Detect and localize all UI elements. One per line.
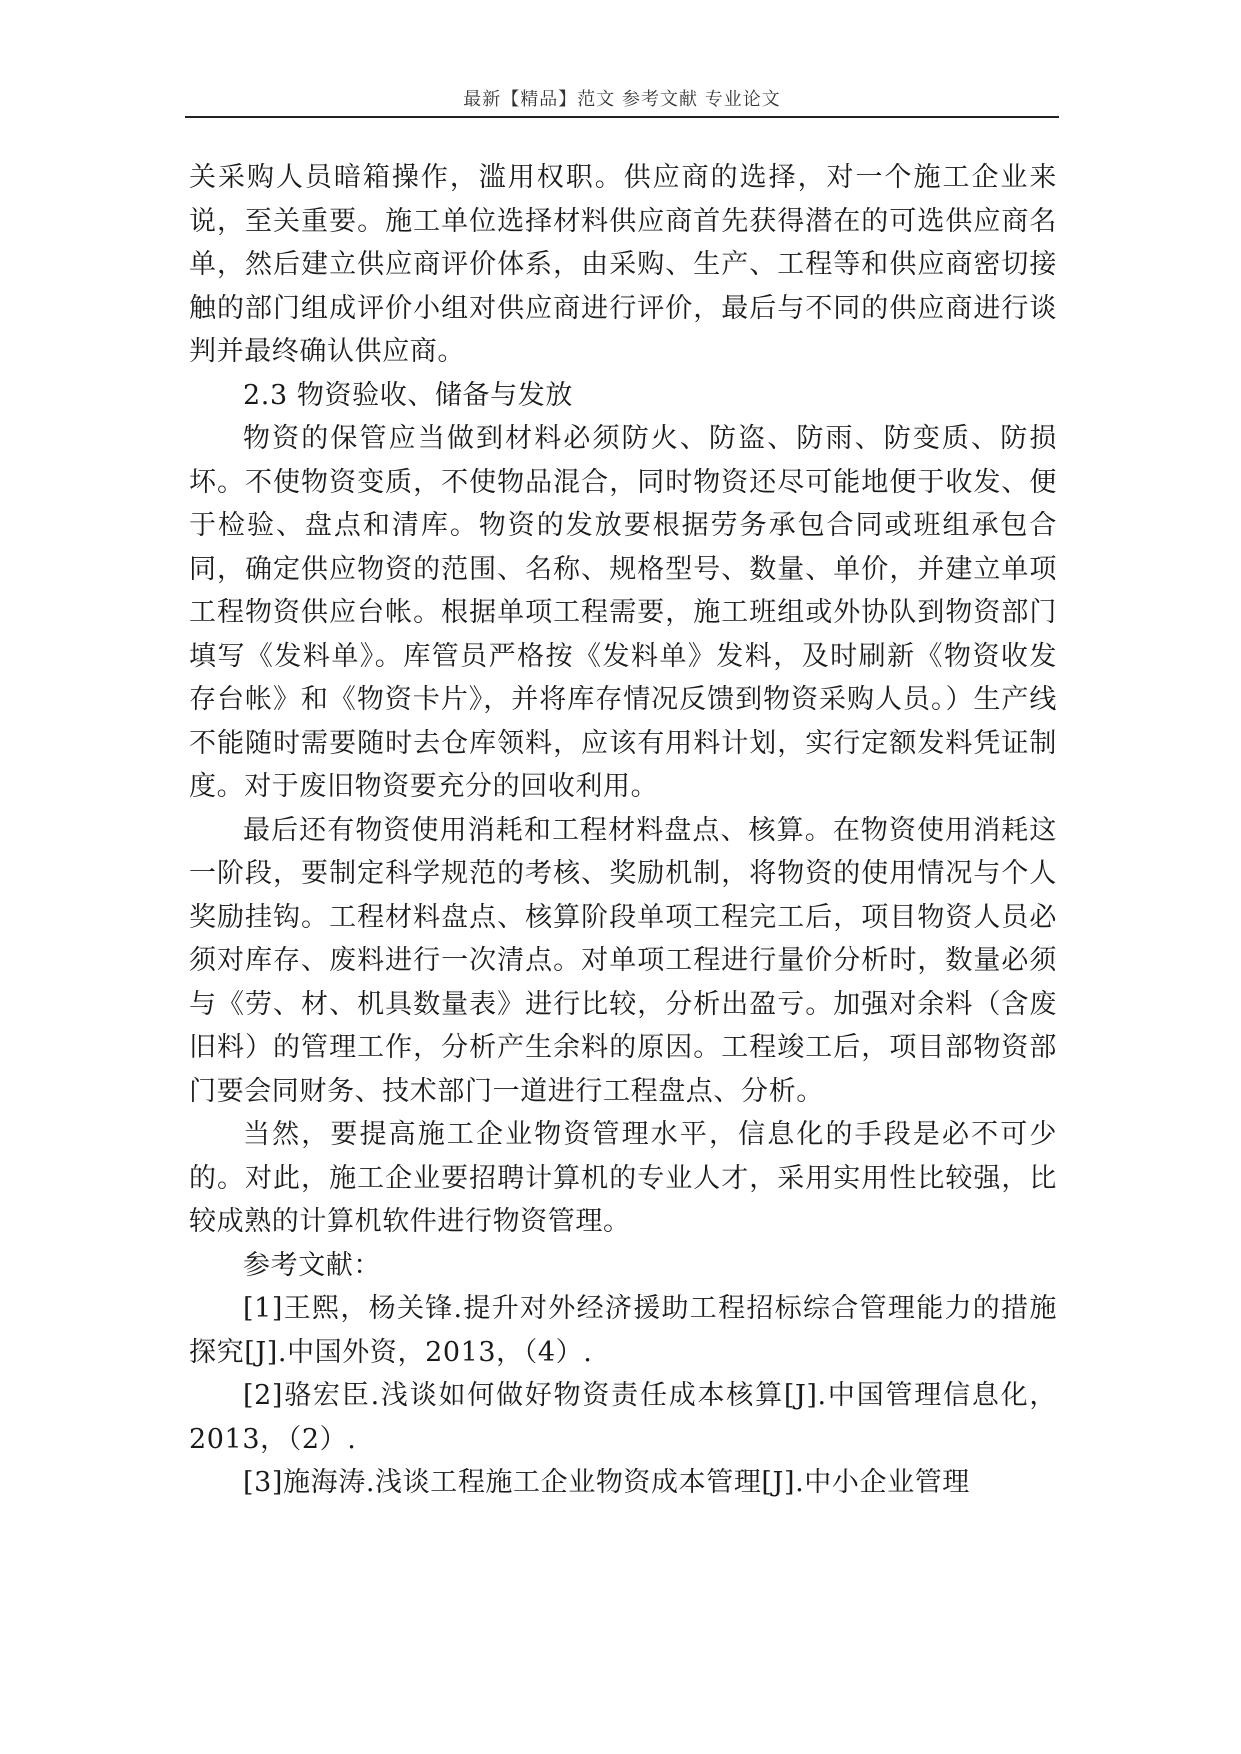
paragraph-informatization: 当然，要提高施工企业物资管理水平，信息化的手段是必不可少的。对此，施工企业要招聘计算机的专业人才，采用实用性比较强，比较成熟的计算机软件进行物资管理。 xyxy=(189,1119,1057,1237)
reference-item: [1]王熙，杨关锋.提升对外经济援助工程招标综合管理能力的措施探究[J].中国外资，2013，（4）. xyxy=(189,1293,1057,1368)
section-heading: 2.3 物资验收、储备与发放 xyxy=(243,379,573,411)
reference-item: [2]骆宏臣.浅谈如何做好物资责任成本核算[J].中国管理信息化，2013，（2）. xyxy=(189,1380,1057,1455)
paragraph-consumption: 最后还有物资使用消耗和工程材料盘点、核算。在物资使用消耗这一阶段，要制定科学规范的考核、奖励机制，将物资的使用情况与个人奖励挂钩。工程材料盘点、核算阶段单项工程完工后，项目物资人员必须对库存、废料进行一次清点。对单项工程进行量价分析时，数量必须与《劳、材、机具数量表》进行比较，分析出盈亏。加强对余料（含废旧料）的管理工作，分析产生余料的原因。工程竣工后，项目部物资部门要会同财务、技术部门一道进行工程盘点、分析。 xyxy=(189,814,1057,1107)
paragraph-storage: 物资的保管应当做到材料必须防火、防盗、防雨、防变质、防损坏。不使物资变质，不使物品混合，同时物资还尽可能地便于收发、便于检验、盘点和清库。物资的发放要根据劳务承包合同或班组承包合同，确定供应物资的范围、名称、规格型号、数量、单价，并建立单项工程物资供应台帐。根据单项工程需要，施工班组或外协队到物资部门填写《发料单》。库管员严格按《发料单》发料，及时刷新《物资收发存台帐》和《物资卡片》，并将库存情况反馈到物资采购人员。）生产线不能随时需要随时去仓库领料，应该有用料计划，实行定额发料凭证制度。对于废旧物资要充分的回收利用。 xyxy=(189,423,1057,802)
document-body xyxy=(189,156,1057,1505)
paragraph-supplier-selection: 关采购人员暗箱操作，滥用权职。供应商的选择，对一个施工企业来说，至关重要。施工单位选择材料供应商首先获得潜在的可选供应商名单，然后建立供应商评价体系，由采购、生产、工程等和供应商密切接触的部门组成评价小组对供应商进行评价，最后与不同的供应商进行谈判并最终确认供应商。 xyxy=(189,162,1057,367)
header-divider xyxy=(185,116,1059,118)
page-header: 最新【精品】范文 参考文献 专业论文 xyxy=(463,89,781,110)
reference-item: [3]施海涛.浅谈工程施工企业物资成本管理[J].中小企业管理 xyxy=(243,1467,970,1498)
references-heading: 参考文献： xyxy=(243,1249,381,1281)
